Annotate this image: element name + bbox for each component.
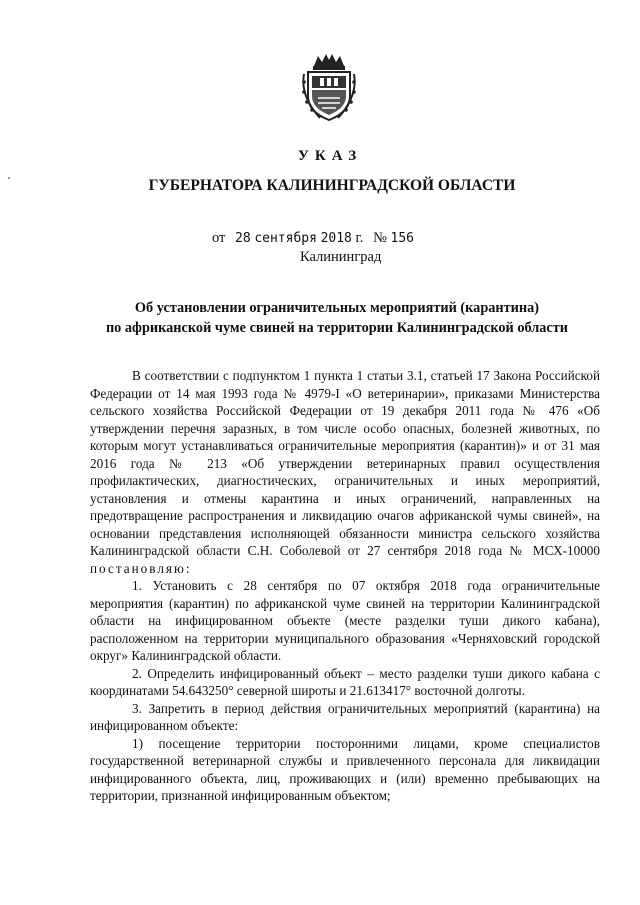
subject-line-2: по африканской чуме свиней на территории Калининградской области xyxy=(105,320,569,336)
item-3-1-paragraph: 1) посещение территории посторонними лицами, кроме специалистов государственной ветеринарной службы и привлеченного персонала для ликвидации инфицированного объекта, лиц, проживающих и (или) временно пребывающих на территории, признанной инфицированным объектом; xyxy=(90,735,600,803)
item-1-paragraph: 1. Установить с 28 сентября по 07 октября 2018 года ограничительные мероприятия (карантин) по африканской чуме свиней на территории Калининградской области на инфицированном объекте (месте разделки туши дикого кабана), расположенном на территории муниципального образования «Черняховский городской округ» Калининградской области. xyxy=(90,578,600,663)
scan-speck xyxy=(8,177,10,179)
document-number: 156 xyxy=(390,231,415,246)
date-line xyxy=(212,230,414,247)
document-type: УКАЗ xyxy=(297,148,363,164)
decree-word: постановляю: xyxy=(90,560,192,576)
item-2-paragraph: 2. Определить инфицированный объект – место разделки туши дикого кабана с координатами 54.643250° северной широты и 21.613417° восточной долготы. xyxy=(90,665,600,698)
date-year: 2018 xyxy=(320,231,352,246)
document-city: Калининград xyxy=(300,249,382,265)
item-3-paragraph: 3. Запретить в период действия ограничительных мероприятий (карантина) на инфицированном объекте: xyxy=(90,700,600,733)
preamble-text: В соответствии с подпунктом 1 пункта 1 статьи 3.1, статьей 17 Закона Российской Федерации от 14 мая 1993 года № 4979-I «О ветеринарии», приказами Министерства сельского хозяйства Российской Федерации от 19 декабря 2011 года № 476 «Об утверждении перечня заразных, в том числе особо опасных, болезней животных, по которым могут устанавливаться ограничительные мероприятия (карантин)» и от 31 мая 2016 года № 213 «Об утверждении ветеринарных правил осуществления профилактических, диагностических, ограничительных и иных мероприятий, установления и отмены карантина и иных ограничений, направленных на предотвращение распространения и ликвидацию очагов африканской чумы свиней», на основании представления исполняющей обязанности министра сельского хозяйства Калининградской области С.Н. Соболевой от 27 сентября 2018 года № МСХ-10000 xyxy=(90,368,600,558)
subject-line-1: Об установлении ограничительных мероприятий (карантина) xyxy=(134,300,540,316)
date-month: сентября xyxy=(254,231,317,246)
coat-of-arms-icon xyxy=(300,52,358,122)
document-body xyxy=(90,367,600,805)
date-day: 28 xyxy=(235,231,251,246)
date-year-suffix: г. xyxy=(355,230,364,246)
document-authority: ГУБЕРНАТОРА КАЛИНИНГРАДСКОЙ ОБЛАСТИ xyxy=(148,177,516,194)
preamble-paragraph xyxy=(90,367,600,577)
date-prefix: от xyxy=(212,230,226,246)
number-sign: № xyxy=(373,230,387,246)
